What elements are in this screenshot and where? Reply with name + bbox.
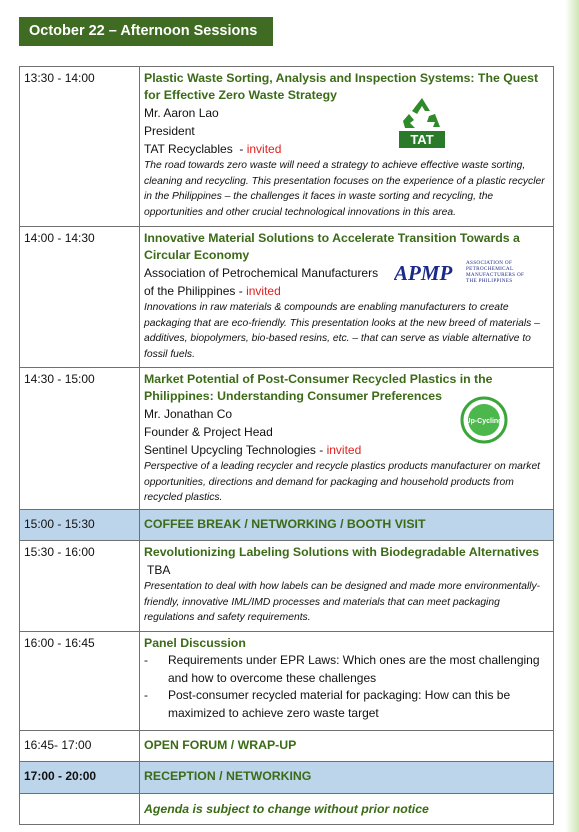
session-title: Panel Discussion: [144, 636, 246, 650]
agenda-row: [20, 731, 554, 762]
org-name-line2: of the Philippines - invited: [144, 284, 281, 298]
agenda-row: [20, 632, 554, 731]
session-description: The road towards zero waste will need a strategy to achieve effective waste sorting, cleaning and recycling. This presentation focuses on the experience of a plastic recycler in the Philippines – the challenges it faces in waste sorting and recycling, the opportunities and other crucial technological innovations in this area.: [144, 160, 545, 218]
page-title: October 22 – Afternoon Sessions: [19, 17, 273, 46]
agenda-row: [20, 67, 554, 227]
agenda-row: [20, 368, 554, 510]
session-time: 15:30 - 16:00: [20, 541, 140, 632]
footer-note-cell: [140, 794, 554, 825]
session-title: Market Potential of Post-Consumer Recycled Plastics in the Philippines: Understanding Consumer Preferences: [144, 372, 493, 403]
session-details: [140, 762, 554, 794]
session-title: RECEPTION / NETWORKING: [144, 769, 312, 783]
speaker-role: President: [144, 124, 195, 138]
speaker-org: TAT Recyclables - invited: [144, 142, 282, 156]
speaker-org: Sentinel Upcycling Technologies - invited: [144, 443, 362, 457]
agenda-row-note: [20, 794, 554, 825]
decorative-side-gradient: [565, 0, 579, 832]
session-time: 14:30 - 15:00: [20, 368, 140, 510]
session-details: [140, 731, 554, 762]
session-details: [140, 510, 554, 541]
panel-topics-list: [144, 652, 549, 722]
sentinel-logo-text: Up-Cycling: [465, 418, 503, 425]
speaker-name: Mr. Jonathan Co: [144, 407, 233, 421]
agenda-row-reception: [20, 762, 554, 794]
session-details: [140, 227, 554, 368]
session-description: Innovations in raw materials & compounds are enabling manufacturers to create packaging that are eco-friendly. This presentation looks at the new breed of materials – additives, biopolymers, bio-based resins, etc. – that can serve as viable alternative to fossil fuels.: [144, 302, 540, 360]
session-time: 17:00 - 20:00: [20, 762, 140, 794]
session-time: 14:00 - 14:30: [20, 227, 140, 368]
session-details: [140, 541, 554, 632]
org-name-line1: Association of Petrochemical Manufacturers: [144, 266, 379, 280]
session-time: 15:00 - 15:30: [20, 510, 140, 541]
session-title: Revolutionizing Labeling Solutions with Biodegradable Alternatives: [144, 545, 540, 559]
agenda-row: [20, 541, 554, 632]
panel-topic: - Post-consumer recycled material for packaging: How can this be maximized to achieve zero waste target: [144, 687, 549, 722]
apmp-logo-tagline: ASSOCIATION OF PETROCHEMICAL MANUFACTURERS OF THE PHILIPPINES: [466, 260, 525, 284]
org-name: TAT Recyclables: [144, 142, 233, 156]
session-details: [140, 632, 554, 731]
session-title: Plastic Waste Sorting, Analysis and Inspection Systems: The Quest for Effective Zero Waste Strategy: [144, 71, 539, 102]
session-description: Perspective of a leading recycler and recycle plastics products manufacturer on market opportunities, directions and demand for packaging and household products from recycled plastics.: [144, 461, 541, 503]
agenda-row: [20, 227, 554, 368]
tat-recyclables-logo: [397, 94, 447, 149]
apmp-logo: [394, 259, 534, 287]
agenda-row-break: [20, 510, 554, 541]
session-time: 16:00 - 16:45: [20, 632, 140, 731]
apmp-logo-text: APMP: [394, 261, 453, 285]
speaker-name: TBA: [147, 563, 171, 577]
invited-status: invited: [326, 443, 362, 457]
session-description: Presentation to deal with how labels can be designed and made more environmentally-friendly, innovative IML/IMD processes and materials that can meet packaging regulations and safety requirements.: [144, 581, 541, 623]
invited-status: invited: [246, 284, 281, 298]
session-title: Innovative Material Solutions to Accelerate Transition Towards a Circular Economy: [144, 231, 520, 262]
session-time: 13:30 - 14:00: [20, 67, 140, 227]
agenda-table: [19, 66, 554, 825]
empty-time-cell: [20, 794, 140, 825]
speaker-name: Mr. Aaron Lao: [144, 106, 219, 120]
agenda-disclaimer: Agenda is subject to change without prior notice: [144, 802, 429, 816]
speaker-role: Founder & Project Head: [144, 425, 273, 439]
session-details: [140, 67, 554, 227]
session-title: OPEN FORUM / WRAP-UP: [144, 738, 297, 752]
sentinel-upcycling-logo: [458, 396, 510, 444]
session-title: COFFEE BREAK / NETWORKING / BOOTH VISIT: [144, 517, 426, 531]
panel-topic: - Requirements under EPR Laws: Which ones are the most challenging and how to overcome these challenges: [144, 652, 549, 687]
tat-logo-text: TAT: [410, 132, 434, 147]
session-details: [140, 368, 554, 510]
session-time: 16:45- 17:00: [20, 731, 140, 762]
invited-status: invited: [246, 142, 282, 156]
